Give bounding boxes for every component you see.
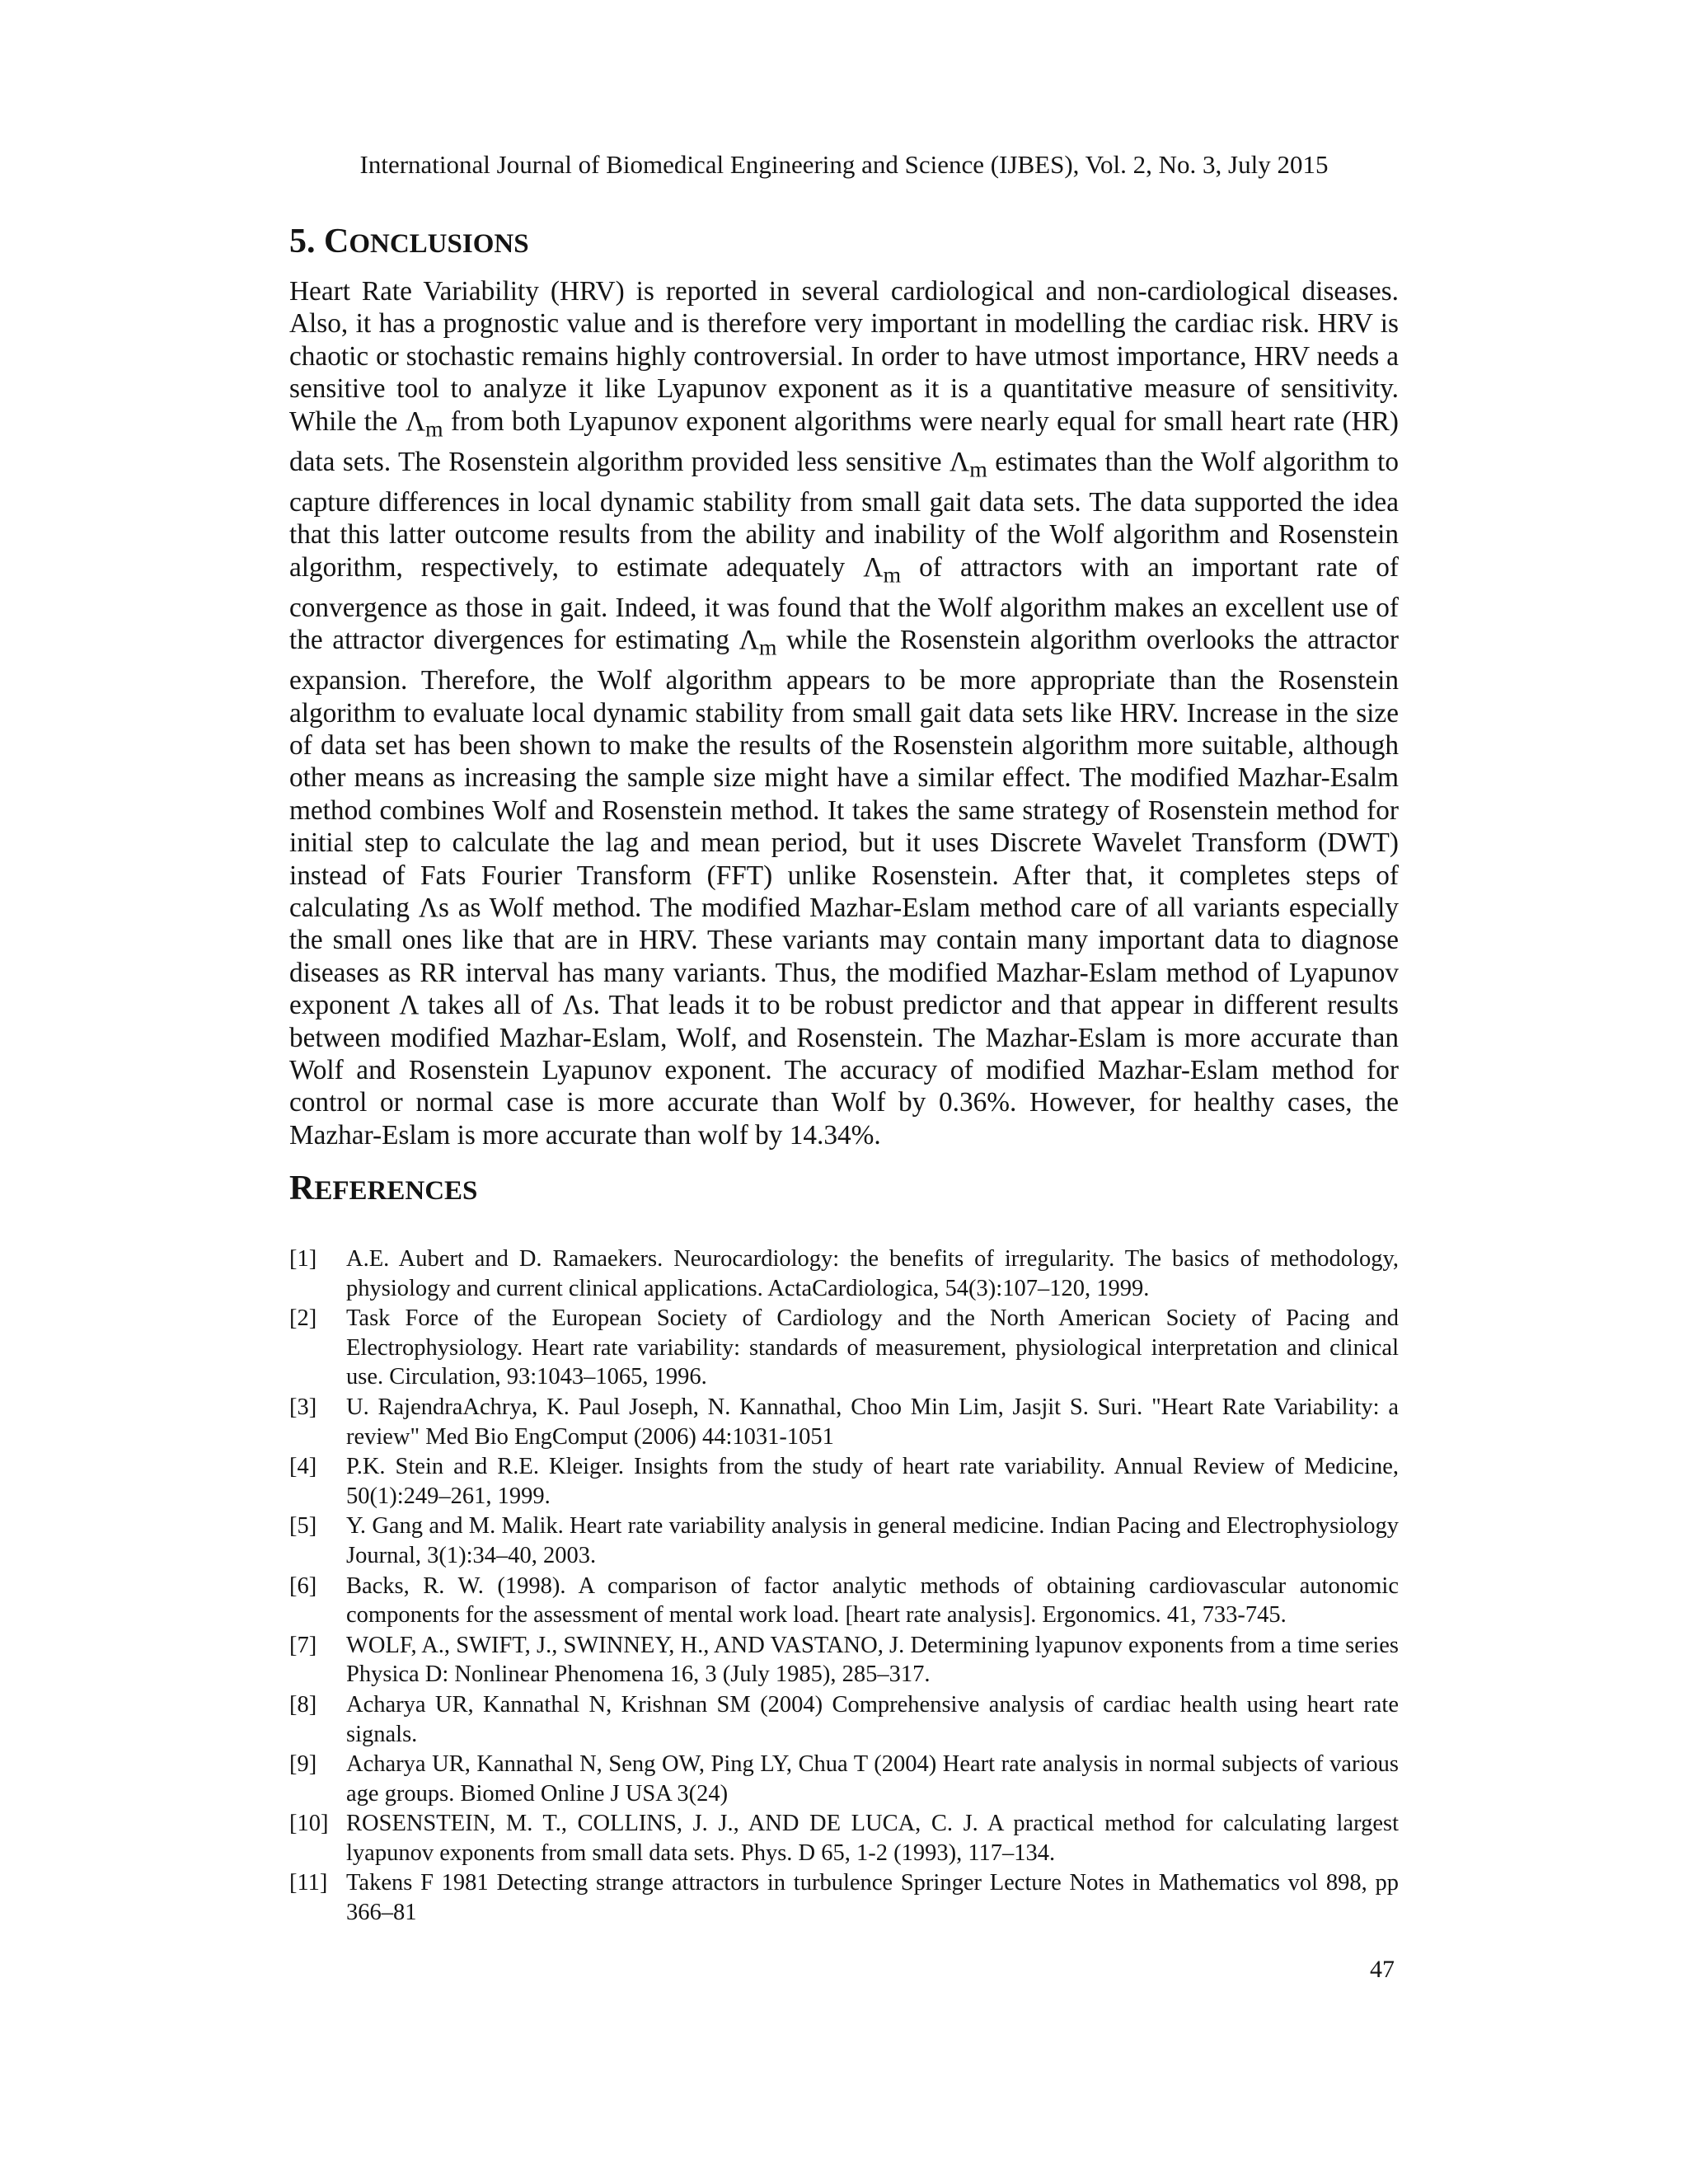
references-heading-rest: EFERENCES xyxy=(314,1176,478,1206)
reference-number: [5] xyxy=(289,1513,317,1540)
conclusions-heading-rest: ONCLUSIONS xyxy=(349,229,529,259)
lambda-symbol: Λ xyxy=(738,625,759,656)
reference-number: [8] xyxy=(289,1691,317,1718)
references-heading xyxy=(289,1168,477,1212)
conclusions-text-5: while the Rosenstein algorithm overlooks the attractor expansion. Therefore, the Wolf algorithm appears to be more appropriate than the Rosenstein algorithm to evaluate local dynamic stability from small gait data sets like HRV. Increase in the size of data set has been shown to make the results of the Rosenstein algorithm more suitable, although other means as increasing the sample size might have a similar effect. The modified Mazhar-Esalm method combines Wolf and Rosenstein method. It takes the same strategy of Rosenstein method for initial step to calculate the lag and mean period, but it uses Discrete Wavelet Transform (DWT) instead of Fats Fourier Transform (FFT) unlike Rosenstein. After that, it completes steps of calculating Λs as Wolf method. The modified Mazhar-Eslam method care of all variants especially the small ones like that are in HRV. These variants may contain many important data to diagnose diseases as RR interval has many variants. Thus, the modified Mazhar-Eslam method of Lyapunov exponent Λ takes all of Λs. That leads it to be robust predictor and that appear in different results between modified Mazhar-Eslam, Wolf, and Rosenstein. The Mazhar-Eslam is more accurate than Wolf and Rosenstein Lyapunov exponent. The accuracy of modified Mazhar-Eslam method for control or normal case is more accurate than Wolf by 0.36%. However, for healthy cases, the Mazhar-Eslam is more accurate than wolf by 14.34%. xyxy=(289,625,1399,1151)
reference-number: [4] xyxy=(289,1454,317,1480)
conclusions-paragraph xyxy=(289,275,1399,1151)
conclusions-heading xyxy=(289,221,529,265)
reference-text: Takens F 1981 Detecting strange attractors in turbulence Springer Lecture Notes in Mathematics vol 898, pp 366–81 xyxy=(346,1870,1399,1926)
conclusions-heading-initial: C xyxy=(324,223,349,260)
reference-item xyxy=(289,1868,1399,1927)
conclusions-heading-number: 5. xyxy=(289,223,324,260)
reference-item xyxy=(289,1690,1399,1749)
lambda-symbol: Λ xyxy=(950,446,970,477)
reference-item xyxy=(289,1244,1399,1303)
reference-item xyxy=(289,1304,1399,1392)
lambda-symbol: Λ xyxy=(863,551,884,583)
reference-text: Task Force of the European Society of Cardiology and the North American Society of Pacing and Electrophysiology. Heart rate variability: standards of measurement, physiological interpretation and clinical use. Circulation, 93:1043–1065, 1996. xyxy=(346,1305,1399,1390)
reference-text: U. RajendraAchrya, K. Paul Joseph, N. Kannathal, Choo Min Lim, Jasjit S. Suri. "Heart Rate Variability: a review" Med Bio EngComput (2006) 44:1031-1051 xyxy=(346,1394,1399,1450)
reference-number: [6] xyxy=(289,1572,317,1599)
reference-number: [3] xyxy=(289,1394,317,1420)
conclusions-text-1: Heart Rate Variability (HRV) is reported in several cardiological and non-cardiological diseases. Also, it has a prognostic value and is therefore very important in modelling the cardiac risk. HRV is chaotic or stochastic remains highly controversial. In order to have utmost importance, HRV needs a sensitive tool to analyze it like Lyapunov exponent as it is a quantitative measure of sensitivity. While the xyxy=(289,276,1399,437)
reference-text: A.E. Aubert and D. Ramaekers. Neurocardiology: the benefits of irregularity. The basics of methodology, physiology and current clinical applications. ActaCardiologica, 54(3):107–120, 1999. xyxy=(346,1246,1399,1301)
reference-number: [2] xyxy=(289,1305,317,1332)
lambda-subscript: m xyxy=(883,562,902,588)
reference-item xyxy=(289,1572,1399,1630)
conclusions-text-3: estimates than the Wolf algorithm to capture differences in local dynamic stability from small gait data sets. The data supported the idea that this latter outcome results from the ability and inability of the Wolf algorithm and Rosenstein algorithm, respectively, to estimate adequately xyxy=(289,446,1399,583)
page-number: 47 xyxy=(1370,1956,1395,1983)
reference-number: [1] xyxy=(289,1246,317,1272)
reference-item xyxy=(289,1511,1399,1570)
references-heading-initial: R xyxy=(289,1169,315,1207)
reference-text: Acharya UR, Kannathal N, Seng OW, Ping LY, Chua T (2004) Heart rate analysis in normal subjects of various age groups. Biomed Online J USA 3(24) xyxy=(346,1751,1399,1807)
lambda-subscript: m xyxy=(758,635,777,661)
reference-text: P.K. Stein and R.E. Kleiger. Insights from the study of heart rate variability. Annual Review of Medicine, 50(1):249–261, 1999. xyxy=(346,1454,1399,1509)
lambda-symbol: Λ xyxy=(405,405,425,437)
reference-item xyxy=(289,1393,1399,1451)
reference-item xyxy=(289,1631,1399,1690)
reference-item xyxy=(289,1750,1399,1808)
reference-number: [9] xyxy=(289,1751,317,1778)
reference-text: Y. Gang and M. Malik. Heart rate variability analysis in general medicine. Indian Pacing and Electrophysiology Journal, 3(1):34–40, 2003. xyxy=(346,1513,1399,1568)
reference-number: [11] xyxy=(289,1870,328,1896)
reference-number: [10] xyxy=(289,1811,329,1837)
reference-text: WOLF, A., SWIFT, J., SWINNEY, H., AND VASTANO, J. Determining lyapunov exponents from a time series Physica D: Nonlinear Phenomena 16, 3 (July 1985), 285–317. xyxy=(346,1632,1399,1688)
reference-text: Acharya UR, Kannathal N, Krishnan SM (2004) Comprehensive analysis of cardiac health using heart rate signals. xyxy=(346,1691,1399,1747)
conclusions-text-2: from both Lyapunov exponent algorithms were nearly equal for small heart rate (HR) data sets. The Rosenstein algorithm provided less sensitive xyxy=(289,405,1399,477)
reference-item xyxy=(289,1452,1399,1511)
reference-item xyxy=(289,1809,1399,1868)
reference-text: Backs, R. W. (1998). A comparison of factor analytic methods of obtaining cardiovascular autonomic components for the assessment of mental work load. [heart rate analysis]. Ergonomics. 41, 733-745. xyxy=(346,1572,1399,1629)
journal-header: International Journal of Biomedical Engineering and Science (IJBES), Vol. 2, No. 3, July 2015 xyxy=(359,150,1329,179)
conclusions-text-4: of attractors with an important rate of convergence as those in gait. Indeed, it was found that the Wolf algorithm makes an excellent use of the attractor divergences for estimating xyxy=(289,551,1399,656)
lambda-subscript: m xyxy=(424,416,443,443)
reference-list xyxy=(289,1244,1399,1929)
lambda-subscript: m xyxy=(969,457,987,483)
reference-text: ROSENSTEIN, M. T., COLLINS, J. J., AND DE LUCA, C. J. A practical method for calculating largest lyapunov exponents from small data sets. Phys. D 65, 1-2 (1993), 117–134. xyxy=(346,1811,1399,1866)
reference-number: [7] xyxy=(289,1632,317,1658)
